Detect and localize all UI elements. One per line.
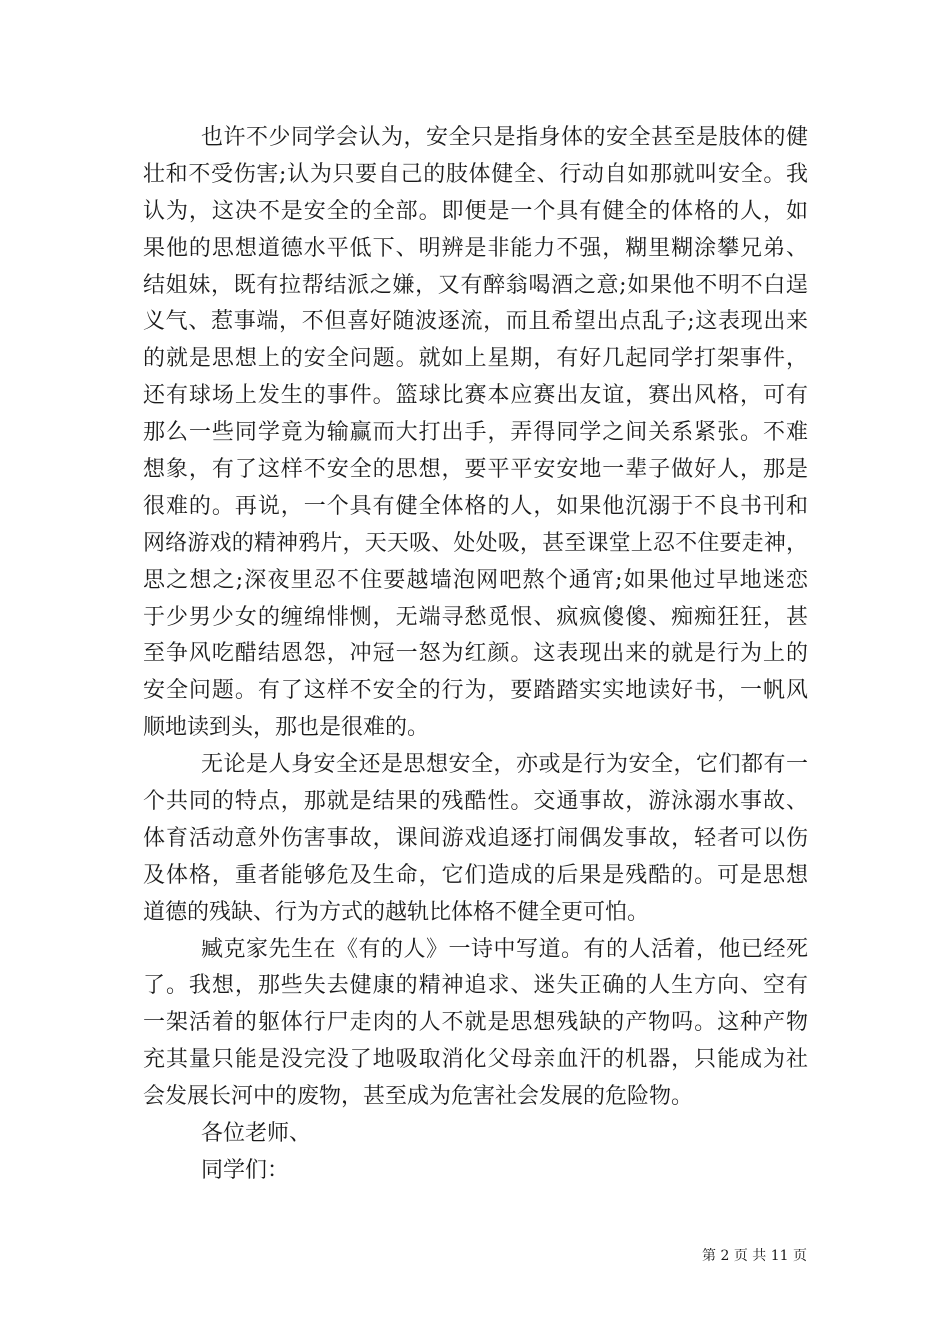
text-line: 壮和不受伤害;认为只要自己的肢体健全、行动自如那就叫安全。我 [143, 161, 808, 187]
text-line: 网络游戏的精神鸦片，天天吸、处处吸，甚至课堂上忍不住要走神， [143, 530, 808, 556]
text-line: 结姐妹，既有拉帮结派之嫌，又有醉翁喝酒之意;如果他不明不白逞 [143, 272, 808, 298]
text-line: 至争风吃醋结恩怨，冲冠一怒为红颜。这表现出来的就是行为上的 [143, 641, 808, 667]
text-line: 及体格，重者能够危及生命，它们造成的后果是残酷的。可是思想 [143, 862, 808, 888]
text-line: 体育活动意外伤害事故，课间游戏追逐打闹偶发事故，轻者可以伤 [143, 825, 808, 851]
text-line: 也许不少同学会认为，安全只是指身体的安全甚至是肢体的健 [201, 125, 808, 150]
text-line: 想象，有了这样不安全的思想，要平平安安地一辈子做好人，那是 [143, 457, 808, 483]
text-line: 各位老师、 [201, 1121, 312, 1147]
text-line: 个共同的特点，那就是结果的残酷性。交通事故，游泳溺水事故、 [143, 789, 808, 815]
paragraph [143, 747, 808, 931]
text-line: 安全问题。有了这样不安全的行为，要踏踏实实地读好书，一帆风 [143, 678, 808, 704]
paragraph [143, 932, 808, 1116]
text-line: 同学们： [201, 1157, 290, 1183]
paragraph [143, 120, 808, 747]
text-line: 一架活着的躯体行尸走肉的人不就是思想残缺的产物吗。这种产物 [143, 1010, 808, 1036]
text-line: 臧克家先生在《有的人》一诗中写道。有的人活着，他已经死 [201, 936, 808, 962]
text-line: 于少男少女的缠绵悱恻，无端寻愁觅恨、疯疯傻傻、痴痴狂狂，甚 [143, 604, 808, 630]
text-line: 的就是思想上的安全问题。就如上星期，有好几起同学打架事件， [143, 346, 808, 372]
text-line: 顺地读到头，那也是很难的。 [143, 715, 430, 741]
text-line: 道德的残缺、行为方式的越轨比体格不健全更可怕。 [143, 899, 650, 925]
text-line: 充其量只能是没完没了地吸取消化父母亲血汗的机器，只能成为社 [143, 1047, 808, 1073]
paragraph [143, 1153, 808, 1190]
text-line: 无论是人身安全还是思想安全，亦或是行为安全，它们都有一 [201, 752, 808, 778]
text-line: 了。我想，那些失去健康的精神追求、迷失正确的人生方向、空有 [143, 973, 808, 999]
text-line: 会发展长河中的废物，甚至成为危害社会发展的危险物。 [143, 1084, 694, 1110]
text-line: 很难的。再说，一个具有健全体格的人，如果他沉溺于不良书刊和 [143, 493, 808, 519]
document-body [143, 120, 808, 1190]
text-line: 认为，这决不是安全的全部。即便是一个具有健全的体格的人，如 [143, 198, 808, 224]
paragraph [143, 1116, 808, 1153]
text-line: 果他的思想道德水平低下、明辨是非能力不强，糊里糊涂攀兄弟、 [143, 235, 808, 261]
text-line: 义气、惹事端，不但喜好随波逐流，而且希望出点乱子;这表现出来 [143, 309, 808, 335]
text-line: 那么一些同学竟为输赢而大打出手，弄得同学之间关系紧张。不难 [143, 420, 808, 446]
text-line: 思之想之;深夜里忍不住要越墙泡网吧熬个通宵;如果他过早地迷恋 [143, 567, 808, 593]
page-number-footer: 第 2 页 共 11 页 [702, 1248, 807, 1264]
text-line: 还有球场上发生的事件。篮球比赛本应赛出友谊，赛出风格，可有 [143, 383, 808, 409]
